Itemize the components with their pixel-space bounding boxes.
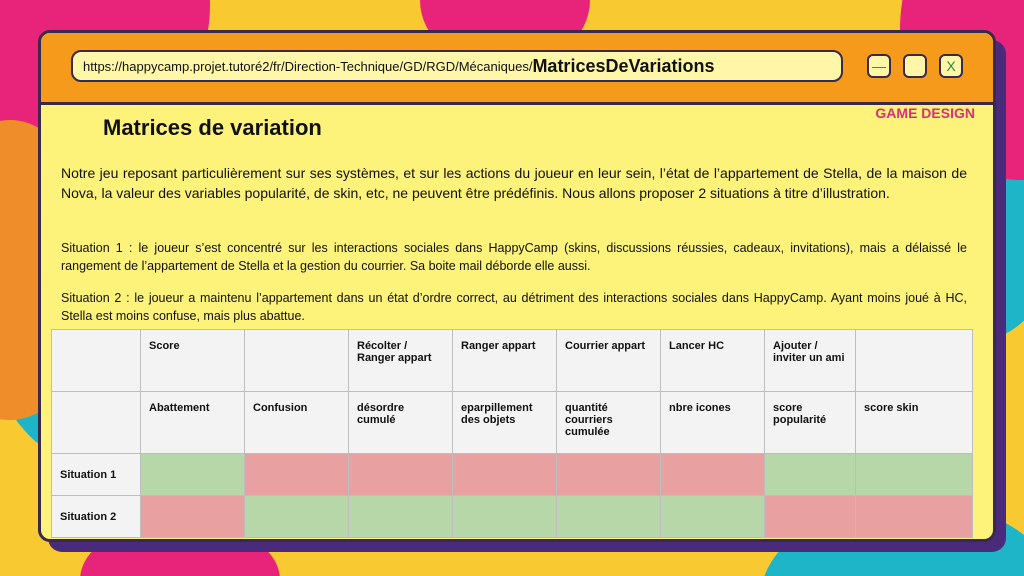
matrix-cell — [557, 454, 661, 496]
header-cell: Courrier appart — [557, 330, 661, 392]
header-cell: score popularité — [765, 392, 856, 454]
matrix-cell — [661, 454, 765, 496]
situation2-paragraph: Situation 2 : le joueur a maintenu l’appartement dans un état d’ordre correct, au détriment des interactions sociales dans HappyCamp. Ayant moins joué à HC, Stella est moins confuse, mais plus abattue. — [61, 291, 967, 323]
section-badge: GAME DESIGN — [875, 105, 975, 121]
matrix-cell — [765, 496, 856, 538]
header-cell: Abattement — [141, 392, 245, 454]
header-cell: score skin — [856, 392, 973, 454]
close-icon: X — [946, 58, 956, 74]
header-cell: Lancer HC — [661, 330, 765, 392]
matrix-cell — [453, 454, 557, 496]
header-cell: Ajouter / inviter un ami — [765, 330, 856, 392]
variation-matrix — [51, 329, 973, 538]
header-cell: Score — [141, 330, 245, 392]
header-cell — [856, 330, 973, 392]
matrix-cell — [349, 496, 453, 538]
matrix-cell — [765, 454, 856, 496]
header-cell: Récolter / Ranger appart — [349, 330, 453, 392]
header-cell: eparpillement des objets — [453, 392, 557, 454]
address-bar[interactable] — [71, 50, 843, 82]
matrix-cell — [453, 496, 557, 538]
header-row-actions — [52, 330, 973, 392]
url-page: MatricesDeVariations — [532, 55, 715, 76]
header-cell — [52, 330, 141, 392]
row-label: Situation 2 — [52, 496, 141, 538]
matrix-cell — [856, 454, 973, 496]
matrix-cell — [856, 496, 973, 538]
header-cell: Ranger appart — [453, 330, 557, 392]
header-cell — [52, 392, 141, 454]
minimize-icon: — — [872, 58, 886, 74]
header-cell — [245, 330, 349, 392]
matrix-cell — [245, 496, 349, 538]
browser-window — [38, 30, 996, 542]
matrix-cell — [245, 454, 349, 496]
header-row-variables — [52, 392, 973, 454]
row-label: Situation 1 — [52, 454, 141, 496]
matrix-cell — [141, 454, 245, 496]
header-cell: Confusion — [245, 392, 349, 454]
header-cell: désordre cumulé — [349, 392, 453, 454]
intro-paragraph: Notre jeu reposant particulièrement sur ses systèmes, et sur les actions du joueur en leur sein, l’état de l’appartement de Stella, de la maison de Nova, la valeur des variables popularité, de skin, etc, ne peuvent être prédéfinis. Nous allons proposer 2 situations à titre d’illustration. — [61, 165, 967, 201]
minimize-button[interactable] — [867, 54, 891, 78]
close-button[interactable] — [939, 54, 963, 78]
situation1-paragraph: Situation 1 : le joueur s’est concentré sur les interactions sociales dans HappyCamp (skins, discussions réussies, cadeaux, invitations), mais a délaissé le rangement de l’appartement de Stella et la gestion du courrier. Sa boite mail déborde elle aussi. — [61, 241, 967, 273]
header-cell: quantité courriers cumulée — [557, 392, 661, 454]
matrix-cell — [349, 454, 453, 496]
header-cell: nbre icones — [661, 392, 765, 454]
url-prefix: https://happycamp.projet.tutoré2/fr/Direction-Technique/GD/RGD/Mécaniques/ — [83, 58, 533, 74]
maximize-button[interactable] — [903, 54, 927, 78]
situation-row — [52, 454, 973, 496]
matrix-cell — [141, 496, 245, 538]
matrix-cell — [661, 496, 765, 538]
title-bar — [41, 33, 993, 105]
situation-row — [52, 496, 973, 538]
matrix-cell — [557, 496, 661, 538]
page-title: Matrices de variation — [103, 115, 322, 140]
